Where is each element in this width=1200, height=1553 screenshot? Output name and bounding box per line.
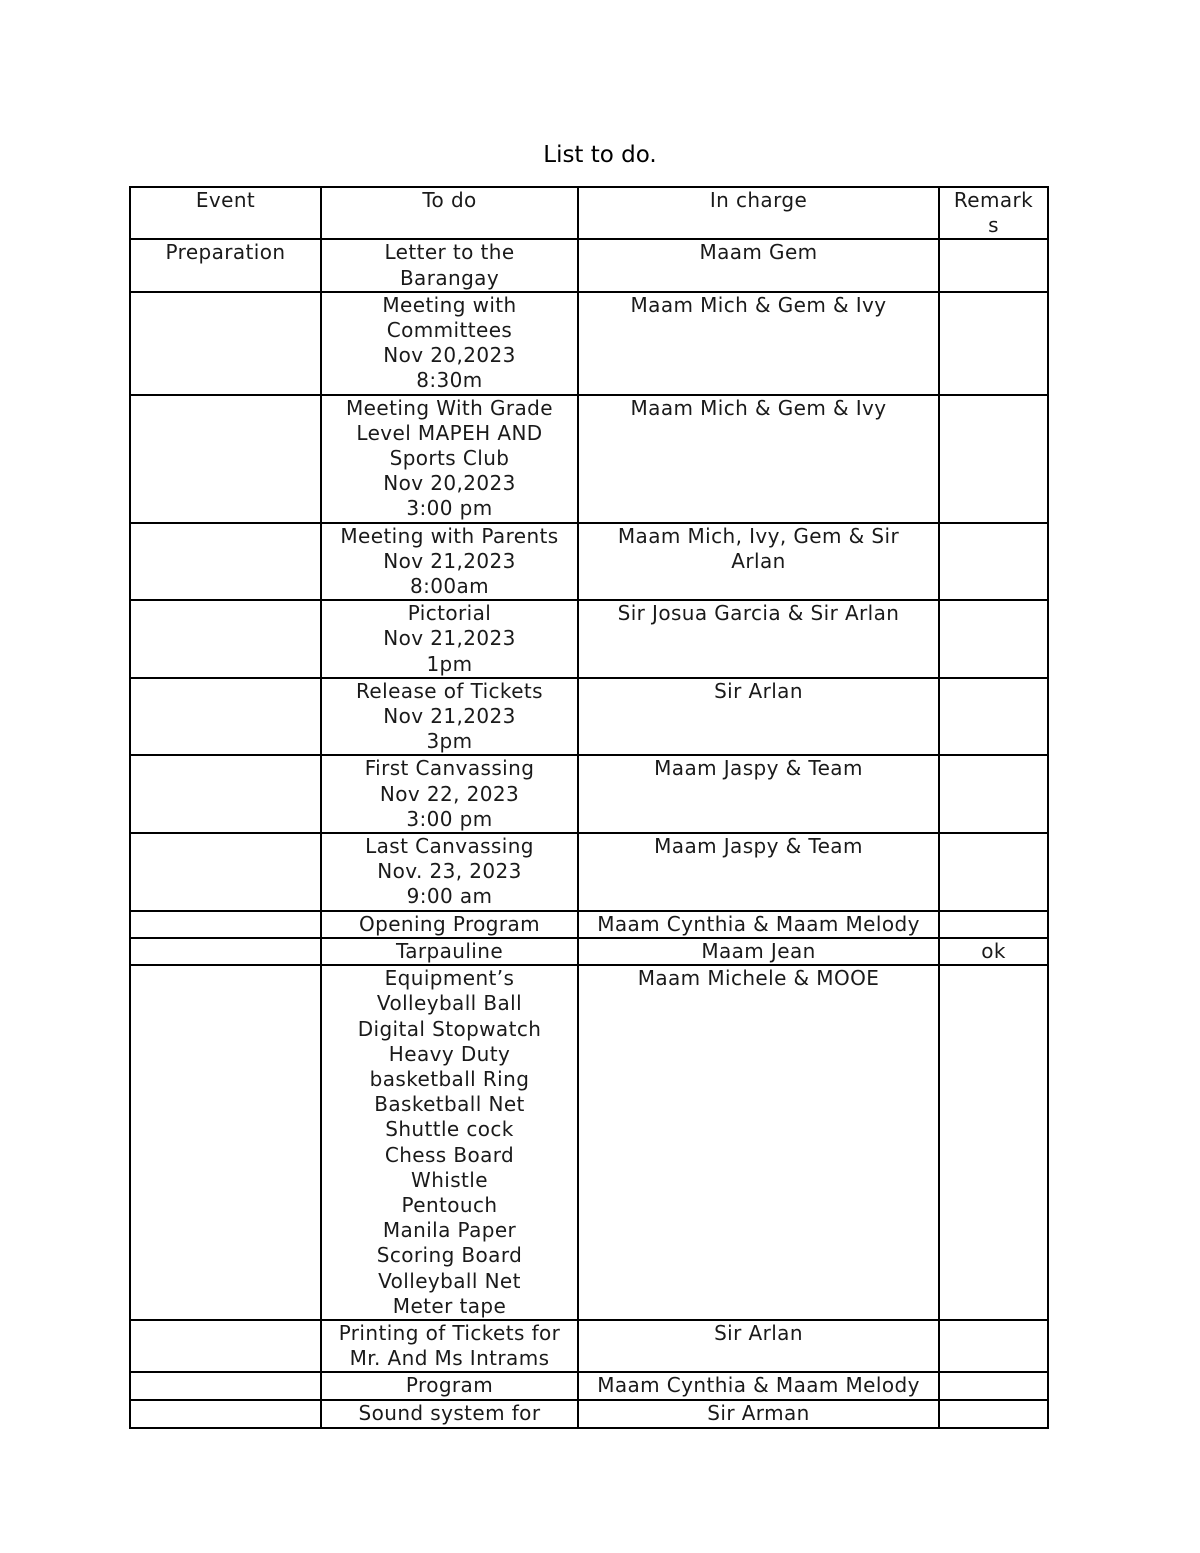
cell-todo	[321, 239, 578, 291]
todo-line: Basketball Net	[374, 1092, 525, 1117]
todo-line: 3:00 pm	[406, 496, 493, 521]
todo-line: Meeting with	[382, 292, 517, 317]
todo-line: Meeting With Grade	[346, 395, 553, 420]
in-charge-line: Maam Jaspy & Team	[654, 834, 863, 859]
todo-line: Sports Club	[389, 446, 510, 471]
cell-in-charge	[578, 911, 939, 938]
in-charge-line: Sir Josua Garcia & Sir Arlan	[617, 601, 900, 626]
header-in-charge: In charge	[578, 187, 939, 239]
todo-line: Letter to the	[384, 240, 515, 265]
todo-line: 3:00 pm	[406, 806, 493, 831]
todo-line: Shuttle cock	[385, 1117, 514, 1142]
todo-line: Nov 21,2023	[383, 704, 516, 729]
cell-in-charge	[578, 1372, 939, 1400]
todo-line: Nov 21,2023	[383, 626, 516, 651]
table-row	[130, 600, 1048, 678]
cell-todo	[321, 600, 578, 678]
todo-line: 8:30m	[416, 368, 483, 393]
header-event: Event	[130, 187, 321, 239]
cell-todo	[321, 833, 578, 911]
todo-line: Release of Tickets	[356, 678, 543, 703]
cell-remarks	[939, 1320, 1048, 1372]
cell-remarks	[939, 239, 1048, 291]
todo-line: Volleyball Net	[378, 1268, 521, 1293]
todo-line: Whistle	[411, 1167, 488, 1192]
table-row	[130, 938, 1048, 965]
table-row	[130, 833, 1048, 911]
todo-line: Nov 21,2023	[383, 548, 516, 573]
cell-todo	[321, 292, 578, 395]
in-charge-line: Sir Arman	[707, 1401, 810, 1426]
table-row	[130, 755, 1048, 833]
in-charge-line: Maam Gem	[699, 240, 818, 265]
todo-line: Heavy Duty	[388, 1041, 511, 1066]
cell-todo	[321, 911, 578, 938]
table-row	[130, 523, 1048, 601]
cell-in-charge	[578, 395, 939, 523]
todo-table	[129, 186, 1049, 1429]
todo-line: Committees	[386, 318, 513, 343]
table-header-row	[130, 187, 1048, 239]
cell-in-charge	[578, 600, 939, 678]
todo-table-body	[130, 187, 1048, 1428]
todo-line: Digital Stopwatch	[357, 1016, 542, 1041]
cell-in-charge	[578, 523, 939, 601]
in-charge-line: Sir Arlan	[714, 678, 803, 703]
cell-remarks	[939, 1372, 1048, 1400]
in-charge-line: Maam Jaspy & Team	[654, 756, 863, 781]
in-charge-line: Maam Jean	[701, 938, 816, 963]
in-charge-line: Maam Cynthia & Maam Melody	[597, 911, 920, 936]
todo-line: Meter tape	[392, 1293, 507, 1318]
cell-in-charge	[578, 1400, 939, 1427]
todo-line: Scoring Board	[376, 1243, 523, 1268]
cell-remarks	[939, 1400, 1048, 1427]
cell-in-charge	[578, 678, 939, 756]
in-charge-line: Maam Cynthia & Maam Melody	[597, 1373, 920, 1398]
todo-line: 1pm	[426, 651, 473, 676]
todo-line: Level MAPEH AND	[356, 420, 543, 445]
cell-event	[130, 965, 321, 1320]
cell-todo	[321, 1372, 578, 1400]
cell-event	[130, 292, 321, 395]
cell-remarks	[939, 755, 1048, 833]
table-row	[130, 292, 1048, 395]
in-charge-line: Maam Michele & MOOE	[637, 966, 880, 991]
todo-line: Barangay	[399, 265, 500, 290]
cell-todo	[321, 1320, 578, 1372]
todo-line: Pentouch	[401, 1192, 498, 1217]
header-todo: To do	[321, 187, 578, 239]
cell-todo	[321, 523, 578, 601]
cell-todo	[321, 938, 578, 965]
cell-remarks	[939, 292, 1048, 395]
todo-line: Volleyball Ball	[376, 991, 523, 1016]
todo-line: Sound system for	[358, 1401, 541, 1426]
todo-line: Opening Program	[358, 911, 541, 936]
in-charge-line: Maam Mich & Gem & Ivy	[630, 395, 887, 420]
cell-remarks	[939, 911, 1048, 938]
cell-remarks	[939, 523, 1048, 601]
cell-in-charge	[578, 938, 939, 965]
todo-line: 3pm	[426, 729, 473, 754]
table-row	[130, 965, 1048, 1320]
cell-remarks	[939, 678, 1048, 756]
cell-event	[130, 911, 321, 938]
cell-in-charge	[578, 1320, 939, 1372]
todo-line: basketball Ring	[369, 1066, 530, 1091]
todo-line: Program	[405, 1373, 494, 1398]
todo-line: Printing of Tickets for	[338, 1320, 561, 1345]
cell-event	[130, 755, 321, 833]
cell-event	[130, 678, 321, 756]
table-row	[130, 678, 1048, 756]
cell-event: Preparation	[130, 239, 321, 291]
cell-todo	[321, 678, 578, 756]
cell-event	[130, 1400, 321, 1427]
cell-in-charge	[578, 755, 939, 833]
todo-line: Equipment’s	[384, 966, 515, 991]
todo-line: 8:00am	[409, 574, 490, 599]
in-charge-line: Sir Arlan	[714, 1320, 803, 1345]
cell-event	[130, 600, 321, 678]
cell-event	[130, 395, 321, 523]
cell-todo	[321, 965, 578, 1320]
table-row	[130, 1400, 1048, 1427]
cell-todo	[321, 755, 578, 833]
cell-event	[130, 938, 321, 965]
cell-remarks	[939, 600, 1048, 678]
cell-todo	[321, 1400, 578, 1427]
cell-in-charge	[578, 239, 939, 291]
todo-line: Pictorial	[407, 601, 492, 626]
table-row	[130, 239, 1048, 291]
cell-remarks: ok	[939, 938, 1048, 965]
cell-todo	[321, 395, 578, 523]
table-row	[130, 1372, 1048, 1400]
cell-in-charge	[578, 292, 939, 395]
cell-remarks	[939, 833, 1048, 911]
todo-line: Last Canvassing	[365, 834, 534, 859]
todo-line: Chess Board	[384, 1142, 515, 1167]
in-charge-line: Maam Mich, Ivy, Gem & Sir	[617, 523, 900, 548]
cell-event	[130, 833, 321, 911]
todo-line: Nov 22, 2023	[379, 781, 520, 806]
cell-event	[130, 1372, 321, 1400]
todo-line: Nov 20,2023	[383, 343, 516, 368]
table-row	[130, 1320, 1048, 1372]
in-charge-line: Arlan	[731, 548, 786, 573]
header-remarks: Remark s	[939, 187, 1048, 239]
cell-event	[130, 523, 321, 601]
todo-line: Mr. And Ms Intrams	[349, 1346, 550, 1371]
cell-remarks	[939, 965, 1048, 1320]
todo-line: Manila Paper	[382, 1218, 517, 1243]
cell-event	[130, 1320, 321, 1372]
todo-line: Nov. 23, 2023	[377, 859, 522, 884]
page-title: List to do.	[543, 142, 657, 168]
in-charge-line: Maam Mich & Gem & Ivy	[630, 292, 887, 317]
cell-remarks	[939, 395, 1048, 523]
todo-line: Nov 20,2023	[383, 471, 516, 496]
todo-line: 9:00 am	[406, 884, 493, 909]
cell-in-charge	[578, 965, 939, 1320]
table-row	[130, 911, 1048, 938]
todo-line: First Canvassing	[364, 756, 535, 781]
todo-line: Tarpauline	[395, 938, 504, 963]
table-row	[130, 395, 1048, 523]
cell-in-charge	[578, 833, 939, 911]
todo-line: Meeting with Parents	[340, 523, 559, 548]
